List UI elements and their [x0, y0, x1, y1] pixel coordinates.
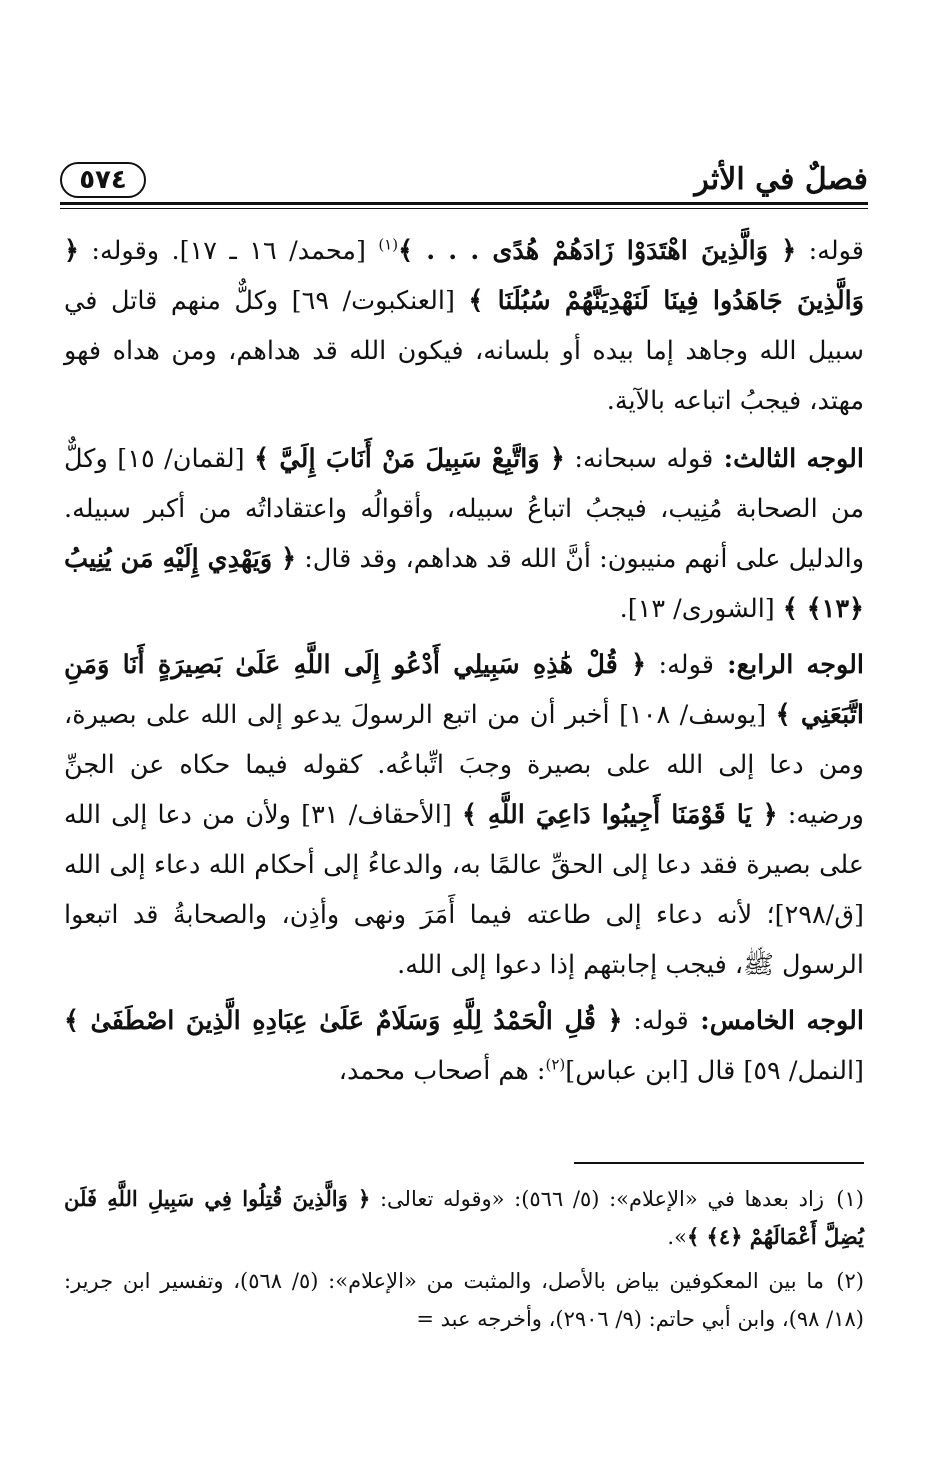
footnote-separator	[574, 1162, 864, 1164]
section-heading: الوجه الثالث:	[713, 444, 864, 474]
running-title: فصلٌ في الأثر	[694, 162, 868, 197]
footnote-marker: (٢)	[545, 1055, 566, 1074]
quran-verse: ﴿ يَا قَوْمَنَا أَجِيبُوا دَاعِيَ اللَّهِ ﴾	[461, 800, 778, 830]
text: [الأحقاف/ ٣١] ولأن من دعا إلى الله على بصيرة فقد دعا إلى الحقِّ عالمًا به، والدعاءُ إلى أحكام الله دعاء إلى الله [ق/٢٩٨]؛ لأنه دعاء إلى طاعته فيما أَمَرَ ونهى وأذِن، والصحابةُ قد اتبعوا الرسول ﷺ، فيجب إجابتهم إذا دعوا إلى الله.	[64, 800, 864, 980]
paragraph-2	[64, 434, 864, 634]
footnote-text: زاد بعدها في «الإعلام»: (٥/ ٥٦٦): «وقوله تعالى:	[370, 1187, 824, 1211]
quran-verse: ﴿ وَالَّذِينَ اهْتَدَوْا زَادَهُمْ هُدًى . . . ﴾	[398, 236, 797, 266]
page-number: ٥٧٤	[60, 162, 146, 198]
text: قوله:	[796, 236, 864, 266]
footnote-number: (٢)	[836, 1269, 864, 1293]
header-rule	[60, 202, 868, 205]
citation: [النمل/ ٥٩] قال [ابن عباس]	[565, 1056, 864, 1086]
quran-verse: ﴿ وَالَّذِينَ قُتِلُوا فِي سَبِيلِ اللَّهِ فَلَن يُضِلَّ أَعْمَالَهُمْ ﴿٤﴾ ﴾	[64, 1186, 864, 1249]
section-heading: الوجه الخامس:	[688, 1006, 864, 1036]
quran-verse: ﴿ وَاتَّبِعْ سَبِيلَ مَنْ أَنَابَ إِلَيَّ ﴾	[254, 444, 565, 474]
text: [يوسف/ ١٠٨] أخبر أن من اتبع الرسولَ يدعو إلى الله على بصيرة، ومن دعا إلى الله على بصيرة وجبَ اتِّباعُه. كقوله فيما حكاه عن الجنِّ ورضيه:	[64, 700, 864, 830]
footnote-1	[64, 1180, 864, 1256]
text: قوله:	[622, 1006, 689, 1036]
footnote-marker: (١)	[378, 235, 399, 254]
section-heading: الوجه الرابع:	[713, 650, 864, 680]
text: قوله سبحانه:	[564, 444, 714, 474]
citation: [محمد/ ١٦ ـ ١٧]. وقوله:	[78, 236, 379, 266]
footnote-text: ».	[667, 1225, 687, 1249]
header-rule-thin	[60, 208, 868, 209]
footnote-text: ما بين المعكوفين بياض بالأصل، والمثبت من «الإعلام»: (٥/ ٥٦٨)، وتفسير ابن جرير: (١٨/ ٩٨)، وابن أبي حاتم: (٩/ ٢٩٠٦)، وأخرجه عبد =	[64, 1269, 864, 1331]
quran-verse: ﴿ وَالَّذِينَ جَاهَدُوا فِينَا لَنَهْدِيَنَّهُمْ سُبُلَنَا ﴾	[64, 236, 865, 316]
citation: [الشورى/ ١٣].	[619, 594, 783, 624]
text: قوله:	[646, 650, 714, 680]
quran-verse: ﴿ وَيَهْدِي إِلَيْهِ مَن يُنِيبُ ﴿١٣﴾ ﴾	[64, 544, 864, 624]
text: : هم أصحاب محمد،	[338, 1056, 546, 1086]
page-header	[60, 160, 868, 200]
footnote-2	[64, 1262, 864, 1338]
footnotes	[64, 1180, 864, 1344]
main-text	[64, 226, 864, 1102]
paragraph-4	[64, 996, 864, 1096]
text: [العنكبوت/ ٦٩] وكلٌّ منهم قاتل في سبيل الله وجاهد إما بيده أو بلسانه، فيكون الله قد هداهم، ومن هداه فهو مهتد، فيجبُ اتباعه بالآية.	[64, 286, 864, 416]
paragraph-1	[64, 226, 864, 426]
text: [لقمان/ ١٥] وكلٌّ من الصحابة مُنِيب، فيجبُ اتباعُ سبيله، وأقوالُه واعتقاداتُه من أكبر سبيله. والدليل على أنهم منيبون: أنَّ الله قد هداهم، وقد قال:	[64, 444, 865, 574]
quran-verse: ﴿ قُلْ هَٰذِهِ سَبِيلِي أَدْعُو إِلَى اللَّهِ عَلَىٰ بَصِيرَةٍ أَنَا وَمَنِ اتَّبَعَنِي ﴾	[64, 650, 864, 730]
footnote-number: (١)	[836, 1187, 864, 1211]
quran-verse: ﴿ قُلِ الْحَمْدُ لِلَّهِ وَسَلَامٌ عَلَىٰ عِبَادِهِ الَّذِينَ اصْطَفَىٰ ﴾	[64, 1006, 623, 1036]
paragraph-3	[64, 640, 864, 990]
